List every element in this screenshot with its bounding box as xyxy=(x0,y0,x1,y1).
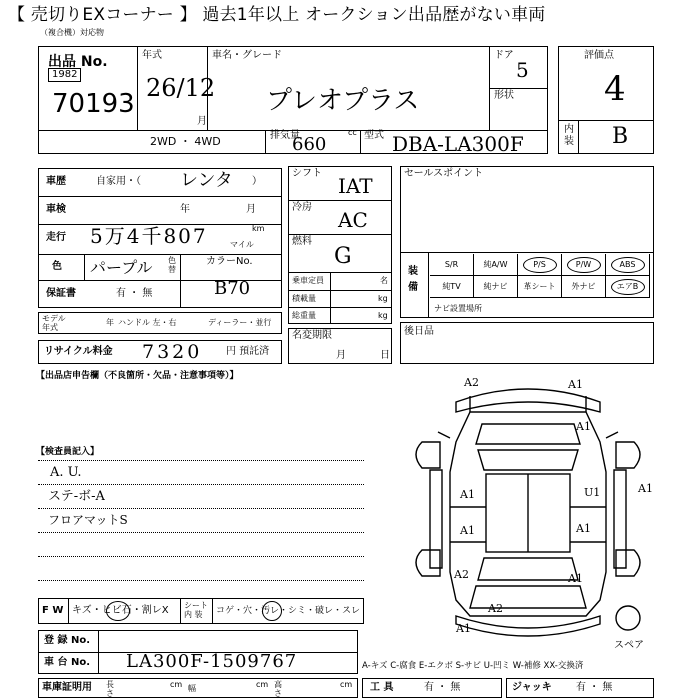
color-change-label: 色替 xyxy=(168,256,176,274)
seat-interior-label: シート内 装 xyxy=(184,601,208,619)
navi-location-label: ナビ設置場所 xyxy=(434,304,482,313)
equipment-cell xyxy=(606,276,650,298)
width-label: 幅 xyxy=(188,684,196,693)
lot-label: 出品 No. xyxy=(48,54,108,70)
equipment-circle-mark xyxy=(523,257,557,273)
title-change-day: 日 xyxy=(380,350,390,361)
displacement-label: 排気量 xyxy=(270,130,300,141)
equipment-circle-mark xyxy=(611,257,645,273)
chassis-value: LA300F-1509767 xyxy=(126,651,298,672)
history-value: レンタ xyxy=(180,170,233,191)
model-label: 型式 xyxy=(364,130,384,141)
fw-circle-mark xyxy=(106,601,130,621)
equipment-cell xyxy=(430,276,474,298)
load-label: 積載量 xyxy=(292,294,316,303)
spare-tire-shape xyxy=(616,606,640,630)
history-label: 車歴 xyxy=(46,176,66,187)
inspection-month: 月 xyxy=(246,204,256,215)
mileage-label: 走行 xyxy=(46,232,66,243)
inspector-label: 【検査員記入】 xyxy=(36,447,100,457)
ac-label: 冷房 xyxy=(292,202,312,213)
tools-label: 工 具 xyxy=(370,682,394,693)
damage-mark-9: A2 xyxy=(488,602,503,615)
interior-label: 内装 xyxy=(564,124,574,147)
private-label: 自家用・（ xyxy=(96,176,141,187)
history-paren: ） xyxy=(252,176,262,187)
warranty-label: 保証書 xyxy=(46,288,76,299)
equipment-cell xyxy=(474,254,518,276)
equipment-label: P/S xyxy=(533,260,546,269)
year-label: 年式 xyxy=(142,50,162,61)
color-value: パープル xyxy=(90,258,153,277)
color-label: 色 xyxy=(52,261,62,272)
height-unit: cm xyxy=(340,680,353,689)
fuel-label: 燃料 xyxy=(292,236,312,247)
damage-mark-5: A1 xyxy=(460,524,475,537)
damage-mark-7: A2 xyxy=(454,568,469,581)
car-name-value: プレオプラス xyxy=(266,86,420,116)
recycle-label: リサイクル料金 xyxy=(44,346,113,357)
inspector-note-1: A. U. xyxy=(50,465,82,480)
inspection-year: 年 xyxy=(180,204,190,215)
equipment-cell xyxy=(518,254,562,276)
door-value: 5 xyxy=(516,58,529,82)
length-label: 長さ xyxy=(106,680,114,698)
damage-mark-12: U1 xyxy=(584,486,601,499)
sales-point-label: セールスポイント xyxy=(404,168,484,179)
wheel-front-right-shape xyxy=(616,442,640,468)
dealer-label: ディーラー・並行 xyxy=(208,318,272,327)
vehicle-damage-diagram xyxy=(400,372,656,640)
height-label: 高さ xyxy=(274,680,282,698)
inspector-note-3: フロアマットS xyxy=(48,513,128,527)
shape-label: 形状 xyxy=(494,90,514,101)
jack-options: 有 ・ 無 xyxy=(576,682,613,693)
gross-label: 総重量 xyxy=(292,311,316,320)
equipment-label: 純A/W xyxy=(483,260,508,269)
shift-value: IAT xyxy=(338,174,373,198)
wheel-rear-left-shape xyxy=(416,550,440,576)
damage-mark-2: A1 xyxy=(568,378,583,391)
damage-mark-4: A1 xyxy=(460,488,475,501)
car-name-label: 車名・グレード xyxy=(212,50,282,61)
month-label: 月 xyxy=(197,116,207,127)
equipment-label: S/R xyxy=(444,260,459,269)
equipment-circle-mark xyxy=(567,257,601,273)
equipment-label: ABS xyxy=(619,260,636,269)
year-value: 26/12 xyxy=(146,74,216,102)
garage-cert-label: 車庫証明用 xyxy=(42,682,92,693)
damage-mark-3: A1 xyxy=(576,420,591,433)
damage-legend: A-キズ C-腐食 E-エクボ S-サビ U-凹ミ W-補修 XX-交換済 xyxy=(362,661,584,671)
wheel-front-left-shape xyxy=(416,442,440,468)
equipment-cell xyxy=(606,254,650,276)
km-unit: km xyxy=(252,224,265,233)
inspection-label: 車検 xyxy=(46,204,66,215)
fuel-value: G xyxy=(334,244,352,269)
color-code-label: カラーNo. xyxy=(206,256,253,267)
model-year-unit: 年 xyxy=(106,318,114,327)
equipment-cell xyxy=(562,276,606,298)
jack-label: ジャッキ xyxy=(512,682,552,693)
page-title: 【 売切りEXコーナー 】 過去1年以上 オークション出品歴がない車両 xyxy=(8,5,546,25)
equipment-label: 装備 xyxy=(408,266,418,293)
spare-label: スペア xyxy=(614,640,644,651)
door-label: ドア xyxy=(494,50,514,61)
equipment-cell xyxy=(562,254,606,276)
title-change-label: 名変期限 xyxy=(292,330,332,341)
exhibitor-notes-label: 【出品店申告欄（不良箇所・欠品・注意事項等）】 xyxy=(36,371,239,381)
recycle-unit: 円 預託済 xyxy=(226,346,270,357)
capacity-label: 乗車定員 xyxy=(292,276,324,285)
displacement-value: 660 xyxy=(292,134,327,155)
title-change-month: 月 xyxy=(336,350,346,361)
score-value: 4 xyxy=(604,69,626,109)
damage-mark-8: A1 xyxy=(568,572,583,585)
later-items-label: 後日品 xyxy=(404,326,434,337)
lot-number: 70193 xyxy=(52,89,135,119)
equipment-label: エアB xyxy=(616,282,639,291)
fw-label: F W xyxy=(42,605,64,616)
damage-mark-6: A1 xyxy=(576,522,591,535)
score-label: 評価点 xyxy=(584,50,614,61)
tools-options: 有 ・ 無 xyxy=(424,682,461,693)
seat-interior-options: コゲ・穴・汚レ・シミ・破レ・スレ xyxy=(216,606,361,616)
equipment-cell xyxy=(430,254,474,276)
rear-bumper-shape xyxy=(456,616,600,636)
chassis-label: 車 台 No. xyxy=(44,657,91,668)
cc-unit: cc xyxy=(348,128,357,137)
lot-stamp: 1982 xyxy=(48,68,81,82)
recycle-value: 7320 xyxy=(142,341,203,363)
later-items-box xyxy=(400,322,654,364)
damage-mark-1: A2 xyxy=(464,376,479,389)
equipment-cell xyxy=(474,276,518,298)
equipment-label: 革シート xyxy=(523,282,556,291)
front-lip-shape xyxy=(470,396,586,412)
registration-label: 登 録 No. xyxy=(44,635,91,646)
load-unit: kg xyxy=(378,294,388,303)
equipment-label: 純ナビ xyxy=(483,282,508,291)
equipment-cell xyxy=(518,276,562,298)
capacity-unit: 名 xyxy=(380,276,388,285)
mile-unit: マイル xyxy=(230,240,254,249)
sub-note: （複合機）対応物 xyxy=(40,28,104,37)
damage-mark-11: A1 xyxy=(638,482,653,495)
equipment-circle-mark xyxy=(611,279,645,295)
width-unit: cm xyxy=(256,680,269,689)
length-unit: cm xyxy=(170,680,183,689)
equipment-label: 純TV xyxy=(442,282,461,291)
ac-value: AC xyxy=(338,208,368,232)
equipment-label: 外ナビ xyxy=(571,282,596,291)
model-year-label: モデル年式 xyxy=(42,314,66,332)
gross-unit: kg xyxy=(378,311,388,320)
mileage-value: 5万4千807 xyxy=(90,224,208,248)
interior-value: B xyxy=(612,124,629,149)
drive-label: 2WD ・ 4WD xyxy=(150,135,221,148)
damage-mark-10: A1 xyxy=(456,622,471,635)
front-bumper-shape xyxy=(456,389,600,412)
inspector-note-2: ステ-ボ-A xyxy=(48,489,105,504)
wheel-rear-right-shape xyxy=(616,550,640,576)
handle-label: ハンドル 左・右 xyxy=(118,318,177,327)
warranty-options: 有 ・ 無 xyxy=(116,288,153,299)
color-code-value: B70 xyxy=(214,278,251,299)
equipment-label: P/W xyxy=(575,260,592,269)
fw-options: キズ・ヒビ石・割レX xyxy=(72,605,169,616)
model-value: DBA-LA300F xyxy=(392,132,524,156)
shift-label: シフト xyxy=(292,168,322,179)
seat-circle-mark xyxy=(262,601,282,621)
